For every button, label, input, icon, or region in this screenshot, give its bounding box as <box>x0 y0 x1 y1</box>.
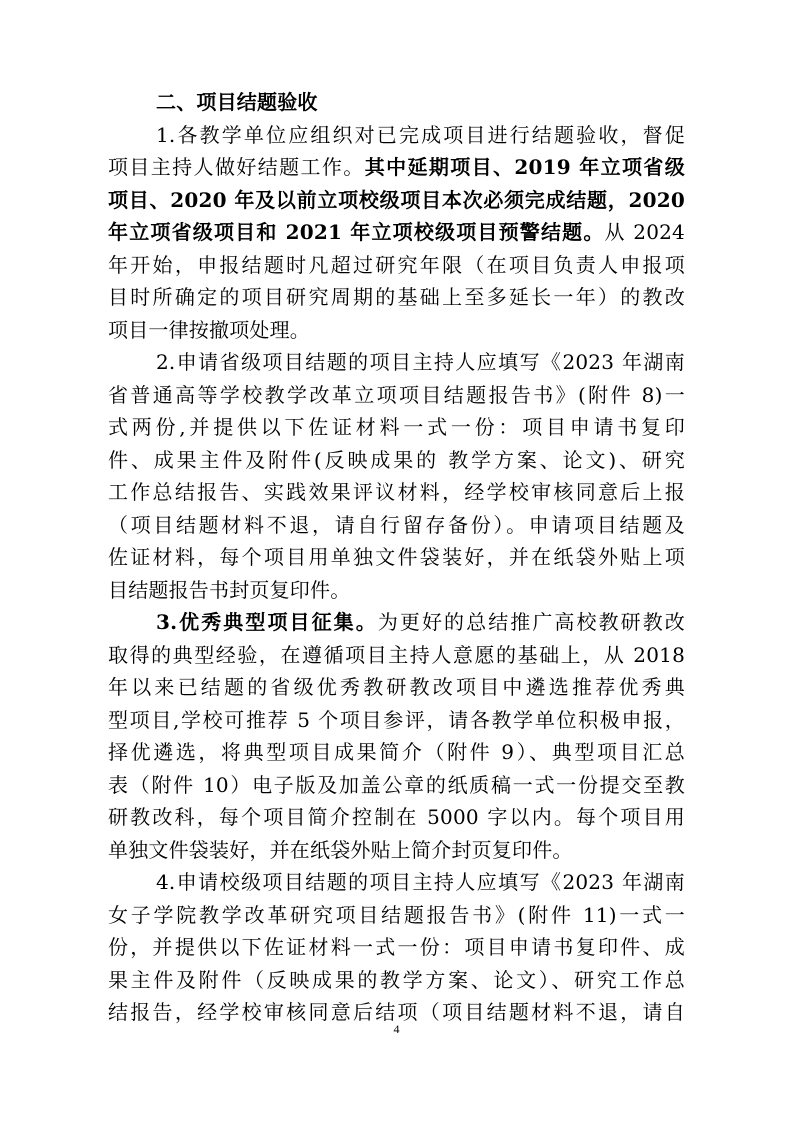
paragraph-line: （项目结题材料不退，请自行留存备份）。申请项目结题及 <box>108 512 685 537</box>
paragraph-line: 省普通高等学校教学改革立项项目结题报告书》(附件 8)一 <box>108 382 685 407</box>
paragraph-1 <box>108 119 685 347</box>
paragraph-line: 2.申请省级项目结题的项目主持人应填写《2023 年湖南 <box>156 350 685 374</box>
paragraph-line: 目时所确定的项目研究周期的基础上至多延长一年）的教改 <box>108 285 685 309</box>
paragraph-3 <box>108 606 685 866</box>
page-number: 4 <box>393 1022 400 1036</box>
paragraph-line <box>108 151 685 184</box>
bold-text-run: 3.优秀典型项目征集。 <box>156 610 378 634</box>
paragraph-line: 表（附件 10）电子版及加盖公章的纸质稿一式一份提交至教 <box>108 772 685 797</box>
paragraph-4 <box>108 866 685 1029</box>
paragraph-line: 年开始，申报结题时凡超过研究年限（在项目负责人申报项 <box>108 252 685 277</box>
document-body <box>108 86 685 1029</box>
paragraph-line <box>108 606 685 639</box>
bold-text-run: 年立项省级项目和 2021 年立项校级项目预警结题。 <box>108 220 605 244</box>
paragraph-line: 年以来已结题的省级优秀教研教改项目中遴选推荐优秀典 <box>108 675 685 699</box>
text-run: 从 2024 <box>604 220 685 244</box>
paragraph-line <box>108 216 685 249</box>
text-run: 为更好的总结推广高校教研教改 <box>377 610 685 634</box>
paragraph-line: 结报告，经学校审核同意后结项（项目结题材料不退，请自 <box>108 1000 685 1024</box>
paragraph-line: 佐证材料，每个项目用单独文件袋装好，并在纸袋外贴上项 <box>108 545 685 569</box>
paragraph-line: 型项目,学校可推荐 5 个项目参评，请各教学单位积极申报， <box>108 707 685 732</box>
paragraph-line: 项目一律按撤项处理。 <box>108 317 310 342</box>
paragraph-line: 件、成果主件及附件(反映成果的 教学方案、论文)、研究 <box>108 447 685 472</box>
bold-text-run: 其中延期项目、2019 年立项省级 <box>364 155 685 179</box>
paragraph-line: 女子学院教学改革研究项目结题报告书》(附件 11)一式一 <box>108 902 685 927</box>
section-heading: 二、项目结题验收 <box>156 90 318 114</box>
bold-paragraph-line: 项目、2020 年及以前立项校级项目本次必须完成结题，2020 <box>108 187 685 212</box>
paragraph-line: 果主件及附件（反映成果的教学方案、论文）、研究工作总 <box>108 967 685 992</box>
paragraph-line: 单独文件袋装好，并在纸袋外贴上简介封页复印件。 <box>108 837 573 862</box>
paragraph-line: 1.各教学单位应组织对已完成项目进行结题验收，督促 <box>156 122 685 147</box>
paragraph-line: 份，并提供以下佐证材料一式一份：项目申请书复印件、成 <box>108 935 685 959</box>
paragraph-2 <box>108 346 685 606</box>
paragraph-line: 择优遴选，将典型项目成果简介（附件 9）、典型项目汇总 <box>108 740 685 764</box>
paragraph-line: 4.申请校级项目结题的项目主持人应填写《2023 年湖南 <box>156 870 685 894</box>
paragraph-line: 工作总结报告、实践效果评议材料，经学校审核同意后上报 <box>108 480 685 504</box>
paragraph-line: 目结题报告书封页复印件。 <box>108 577 351 602</box>
paragraph-line: 式两份,并提供以下佐证材料一式一份：项目申请书复印 <box>108 415 685 439</box>
paragraph-line: 研教改科，每个项目简介控制在 5000 字以内。每个项目用 <box>108 805 685 829</box>
paragraph-line: 取得的典型经验，在遵循项目主持人意愿的基础上，从 2018 <box>108 642 685 667</box>
text-run: 项目主持人做好结题工作。 <box>108 155 365 179</box>
